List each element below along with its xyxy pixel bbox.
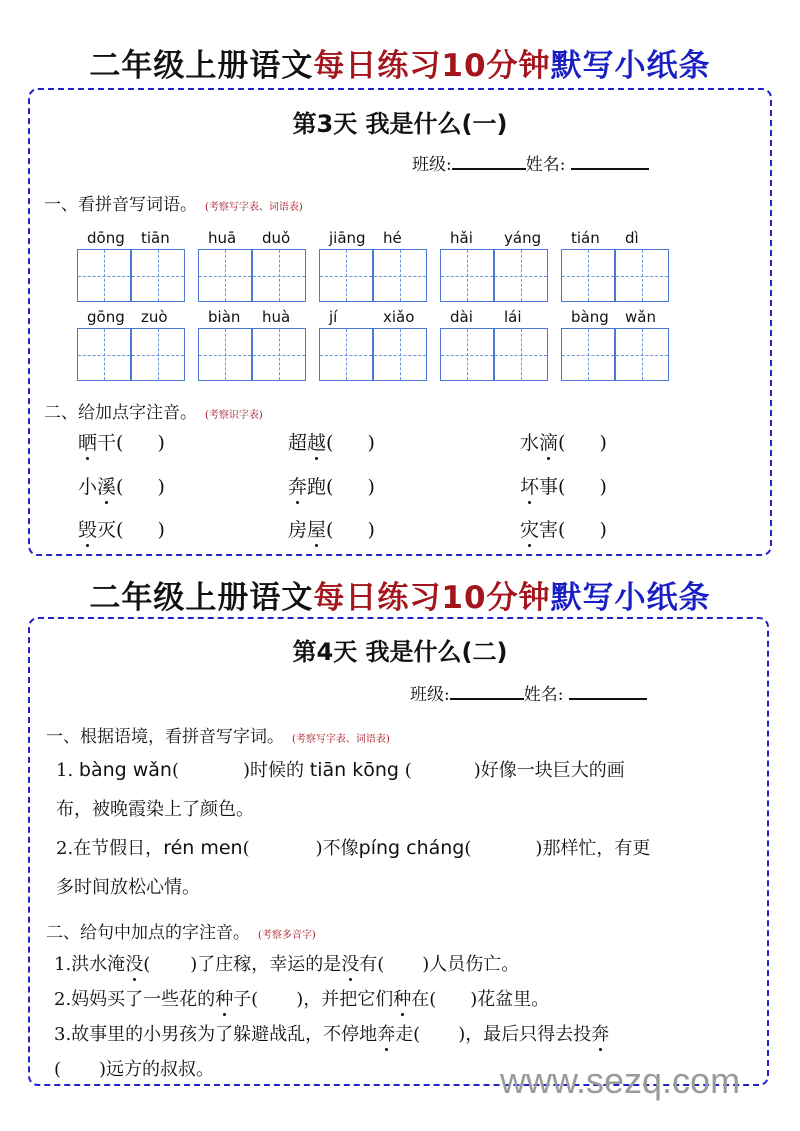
pinyin-label: zuò	[141, 308, 168, 326]
character: 水	[520, 432, 540, 454]
section-note: (考察写字表、词语表)	[292, 734, 390, 745]
character: 跑	[307, 476, 327, 498]
sheet2-section1-heading	[46, 722, 390, 747]
character: 灭	[97, 519, 117, 541]
phonetic-item	[520, 515, 607, 542]
paren-open: (	[116, 476, 124, 498]
class-field[interactable]	[450, 684, 524, 700]
worksheet-banner	[0, 40, 800, 85]
sheet2-name-row	[410, 680, 647, 705]
paren-close: )	[367, 519, 375, 541]
character-writing-box[interactable]	[131, 249, 185, 302]
pinyin-label: dōng	[87, 229, 125, 247]
pinyin-label: xiǎo	[383, 308, 415, 326]
sentence-text: 子(	[233, 989, 259, 1010]
sentence-text: )花盆里。	[470, 989, 550, 1010]
dotted-character: 种	[393, 989, 412, 1010]
item-number: 1.	[56, 760, 79, 781]
phonetic-item	[288, 515, 375, 542]
character-writing-box[interactable]	[494, 328, 548, 381]
character-writing-box[interactable]	[319, 328, 373, 381]
character: 灾	[520, 519, 540, 541]
pinyin-label: dì	[625, 229, 639, 247]
grid-guide-vertical	[467, 329, 468, 380]
paren-open: (	[558, 476, 566, 498]
sheet1-section2-heading	[44, 398, 263, 423]
dotted-character: 种	[215, 989, 234, 1010]
phonetic-item	[520, 428, 607, 455]
grid-guide-vertical	[521, 250, 522, 301]
pinyin-label: biàn	[208, 308, 241, 326]
grid-guide-vertical	[642, 250, 643, 301]
polyphone-sentence-3-cont	[54, 1055, 214, 1081]
pinyin-label: wǎn	[625, 308, 656, 326]
character-writing-box[interactable]	[77, 249, 131, 302]
grid-guide-vertical	[158, 250, 159, 301]
context-sentence-2-cont: 多时间放松心情。	[56, 877, 200, 898]
character: 坏	[520, 476, 540, 498]
context-sentence-2	[56, 834, 650, 860]
phonetic-item	[78, 428, 165, 455]
character-writing-box[interactable]	[252, 328, 306, 381]
character: 事	[539, 476, 559, 498]
grid-guide-vertical	[588, 250, 589, 301]
grid-guide-vertical	[279, 329, 280, 380]
grid-guide-vertical	[104, 329, 105, 380]
character: 小	[78, 476, 98, 498]
character-writing-box[interactable]	[77, 328, 131, 381]
worksheet-banner-2	[0, 572, 800, 617]
class-label: 班级:	[410, 685, 450, 705]
grid-guide-vertical	[400, 329, 401, 380]
sentence-text: )人员伤亡。	[422, 954, 520, 975]
pinyin-label: gōng	[87, 308, 125, 326]
pinyin-prompt: rén men	[163, 837, 243, 859]
sentence-text: 1.洪水淹	[54, 954, 126, 975]
paren-close: )	[315, 838, 323, 859]
paren-open: (	[398, 760, 412, 781]
grid-guide-vertical	[521, 329, 522, 380]
character: 溪	[97, 476, 117, 498]
section-note: (考察识字表)	[205, 410, 263, 421]
pinyin-prompt: bàng wǎn	[78, 759, 172, 781]
sentence-text: 走(	[395, 1024, 421, 1045]
character-writing-box[interactable]	[494, 249, 548, 302]
pinyin-label: lái	[504, 308, 522, 326]
phonetic-item	[78, 515, 165, 542]
character: 晒	[78, 432, 98, 454]
dotted-character: 没	[341, 954, 360, 975]
paren-close: )	[157, 476, 165, 498]
dotted-character: 奔	[591, 1024, 610, 1045]
paren-close: )	[157, 519, 165, 541]
character-writing-box[interactable]	[561, 249, 615, 302]
character-writing-box[interactable]	[252, 249, 306, 302]
pinyin-label: tián	[571, 229, 600, 247]
paren-open: (	[171, 760, 180, 781]
paren-open: (	[54, 1059, 62, 1080]
sentence-text: 不像	[322, 838, 359, 859]
phonetic-item	[520, 472, 607, 499]
sentence-text: 3.故事里的小男孩为了躲避战乱，不停地	[54, 1024, 378, 1045]
grid-guide-vertical	[467, 250, 468, 301]
section-heading-text: 一、看拼音写词语。	[44, 195, 197, 215]
pinyin-label: dài	[450, 308, 473, 326]
character-writing-box[interactable]	[440, 328, 494, 381]
character-writing-box[interactable]	[198, 328, 252, 381]
name-label: 姓名:	[523, 685, 564, 705]
sentence-text: )，最后只得去投	[458, 1024, 592, 1045]
sentence-text: 时候的	[250, 760, 310, 781]
paren-close: )	[157, 432, 165, 454]
pinyin-label: huà	[262, 308, 291, 326]
section-heading-text: 二、给加点字注音。	[44, 403, 197, 423]
sentence-text: 2.妈妈买了一些花的	[54, 989, 216, 1010]
sentence-text: )了庄稼，幸运的是	[190, 954, 342, 975]
character-writing-box[interactable]	[198, 249, 252, 302]
sheet2-title: 第4天 我是什么(二)	[292, 638, 508, 666]
grid-guide-vertical	[104, 250, 105, 301]
sheet1-title: 第3天 我是什么(一)	[292, 110, 508, 138]
polyphone-sentence-1	[54, 950, 519, 976]
paren-open: (	[326, 519, 334, 541]
grid-guide-vertical	[158, 329, 159, 380]
paren-close: )	[599, 432, 607, 454]
name-field[interactable]	[569, 684, 647, 700]
dotted-character: 奔	[377, 1024, 396, 1045]
paren-close: )	[599, 519, 607, 541]
sheet1-name-row	[412, 150, 649, 175]
grid-guide-vertical	[346, 329, 347, 380]
banner-dictation-text: 默写小纸条	[550, 48, 711, 84]
paren-close: )	[367, 476, 375, 498]
character: 奔	[288, 476, 308, 498]
banner-daily-text: 每日练习10分钟	[313, 48, 551, 84]
sheet1-section1-heading	[44, 190, 303, 215]
sentence-text: 在节假日，	[73, 838, 164, 859]
grid-guide-vertical	[346, 250, 347, 301]
character: 屋	[307, 519, 327, 541]
class-field[interactable]	[452, 154, 526, 170]
section-note: (考察写字表、词语表)	[205, 202, 303, 213]
name-field[interactable]	[571, 154, 649, 170]
phonetic-item	[288, 428, 375, 455]
paren-open: (	[558, 519, 566, 541]
pinyin-label: jiāng	[329, 229, 366, 247]
character: 毁	[78, 519, 98, 541]
banner-daily-text: 每日练习10分钟	[313, 580, 551, 616]
paren-open: (	[558, 432, 566, 454]
grid-guide-vertical	[279, 250, 280, 301]
paren-open: (	[464, 838, 472, 859]
paren-close: )	[599, 476, 607, 498]
paren-open: (	[116, 519, 124, 541]
banner-dictation-text: 默写小纸条	[550, 580, 711, 616]
section-heading-text: 二、给句中加点的字注音。	[46, 923, 250, 943]
paren-open: (	[116, 432, 124, 454]
character: 超	[288, 432, 308, 454]
pinyin-label: hǎi	[450, 229, 473, 247]
sentence-text: )远方的叔叔。	[99, 1059, 215, 1080]
name-label: 姓名:	[525, 155, 566, 175]
item-number: 2.	[56, 838, 74, 859]
paren-open: (	[242, 838, 250, 859]
sentence-text: 那样忙，有更	[542, 838, 651, 859]
banner-grade-text: 二年级上册语文	[89, 580, 314, 616]
character-writing-box[interactable]	[319, 249, 373, 302]
paren-open: (	[326, 432, 334, 454]
paren-close: )	[367, 432, 375, 454]
character: 滴	[539, 432, 559, 454]
sheet2-section2-heading	[46, 918, 316, 943]
character-writing-box[interactable]	[440, 249, 494, 302]
sentence-text: )，并把它们	[296, 989, 394, 1010]
grid-guide-vertical	[400, 250, 401, 301]
section-note: (考察多音字)	[258, 930, 316, 941]
paren-close: )	[473, 760, 481, 781]
pinyin-prompt: tiān kōng	[309, 759, 399, 781]
pinyin-label: duǒ	[262, 229, 291, 247]
context-sentence-1-cont: 布，被晚霞染上了颜色。	[56, 799, 254, 820]
banner-grade-text: 二年级上册语文	[89, 48, 314, 84]
character-writing-box[interactable]	[615, 249, 669, 302]
pinyin-prompt: píng cháng	[358, 837, 465, 859]
section-heading-text: 一、根据语境，看拼音写字词。	[46, 727, 284, 747]
paren-close: )	[243, 760, 251, 781]
phonetic-item	[78, 472, 165, 499]
sentence-text: 有(	[359, 954, 385, 975]
grid-guide-vertical	[642, 329, 643, 380]
pinyin-label: yáng	[504, 229, 542, 247]
paren-open: (	[143, 954, 151, 975]
character-writing-box[interactable]	[373, 328, 427, 381]
character-writing-box[interactable]	[373, 249, 427, 302]
context-sentence-1	[56, 756, 625, 782]
character: 越	[307, 432, 327, 454]
paren-close: )	[535, 838, 543, 859]
pinyin-label: tiān	[141, 229, 170, 247]
sentence-text: 在(	[411, 989, 437, 1010]
character-writing-box[interactable]	[615, 328, 669, 381]
pinyin-label: bàng	[571, 308, 609, 326]
grid-guide-vertical	[225, 250, 226, 301]
pinyin-label: hé	[383, 229, 402, 247]
character: 干	[97, 432, 117, 454]
character: 房	[288, 519, 308, 541]
phonetic-item	[288, 472, 375, 499]
paren-open: (	[326, 476, 334, 498]
grid-guide-vertical	[225, 329, 226, 380]
pinyin-label: huā	[208, 229, 237, 247]
polyphone-sentence-2	[54, 985, 549, 1011]
character: 害	[539, 519, 559, 541]
sentence-text: 好像一块巨大的画	[480, 760, 625, 781]
class-label: 班级:	[412, 155, 452, 175]
character-writing-box[interactable]	[561, 328, 615, 381]
character-writing-box[interactable]	[131, 328, 185, 381]
pinyin-label: jí	[329, 308, 338, 326]
grid-guide-vertical	[588, 329, 589, 380]
polyphone-sentence-3	[54, 1020, 609, 1046]
dotted-character: 没	[125, 954, 144, 975]
site-watermark: www.sezq.com	[500, 1060, 741, 1101]
